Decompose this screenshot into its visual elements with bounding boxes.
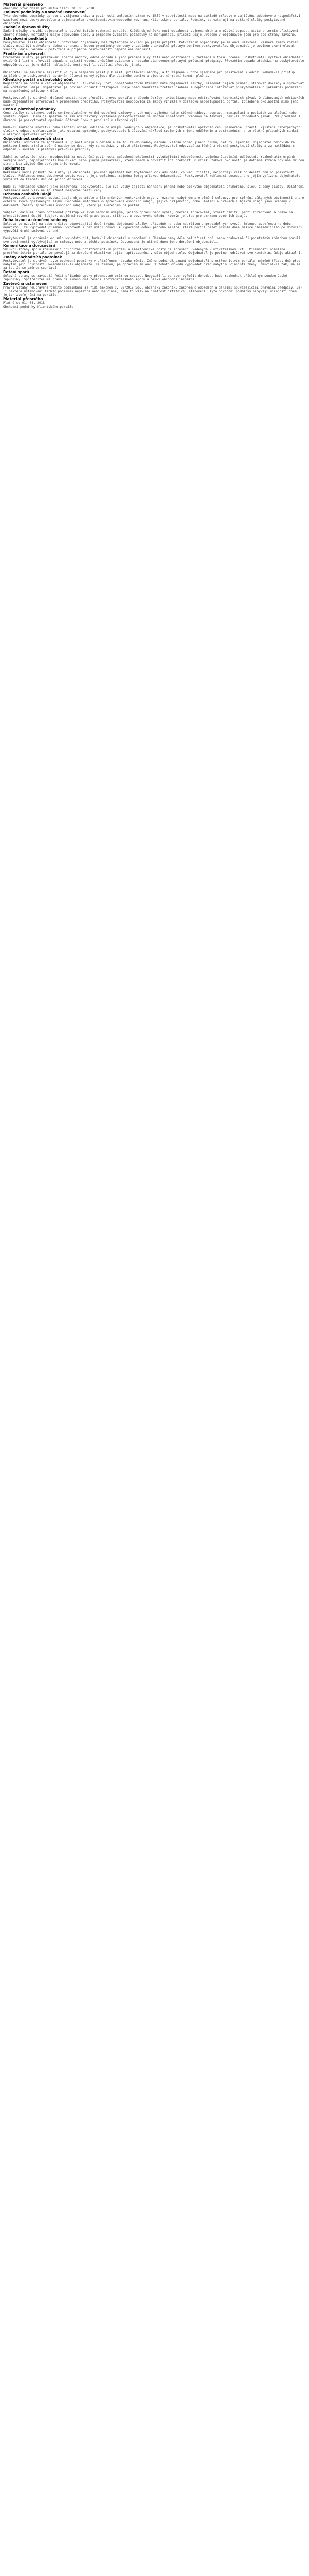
paragraph: Tyto obchodní podmínky upravují vzájemná práva a povinnosti smluvních stran vzniklé v souvislosti nebo na základě smlouvy o zajištění odpadového hospodářství uzavřené mezi poskytovatelem a objednatelem prostřednictvím webového rozhraní klientského portálu. Podmínky se vztahují na veškeré služby poskytované objednateli. [3,14,302,26]
section-heading: Řešení sporů [3,270,29,275]
section-heading: Zmluvní podmínky a Konečné ustanovení [3,10,86,15]
paragraph: Smluvní strany se zavazují řešit případné spory přednostně smírnou cestou. Nepodaří-li se spor vyřešit dohodou, bude rozhodnut příslušným soudem České republiky. Spotřebitel má právo na mimosoudní řešení spotřebitelského sporu u České obchodní inspekce. [3,274,289,282]
section-heading: Komunikace a doručování [3,244,55,248]
paragraph: Subjekt údajů má právo požadovat přístup ke svým osobním údajům, jejich opravu nebo výmaz, omezení zpracování, vznést námitku proti zpracování a právo na přenositelnost údajů. Subjekt údajů má rovněž právo podat stížnost u dozorového úřadu, kterým je Úřad pro ochranu osobních údajů. [3,210,295,218]
section-heading: Závěrečná ustanovení [3,281,48,286]
paragraph: Poskytovatel zpracovává osobní údaje objednatele a jím určených kontaktních osob v rozsahu nezbytném pro plnění smlouvy, pro splnění zákonných povinností a pro ochranu svých oprávněných zájmů. Podrobné informace o zpracování osobních údajů, jejich příjemcích, době uložení a právech subjektů údajů jsou uvedeny v dokumentu Zásady zpracování osobních údajů, který je zveřejněn na portálu. [3,196,306,207]
section-heading: Zadání a úprava služby [3,25,50,30]
paragraph: Objednatel se zavazuje zajistit volný a bezpečný přístup k místu přistavení nádoby, a to zejména v době sjednané pro přistavení i odvoz. Nebude-li přístup zajištěn, je poskytovatel oprávněn účtovat marný výjezd dle platného ceníku a sjednat náhradní termín plnění. [3,70,297,78]
paragraph: Reklamaci vadně poskytnuté služby je objednatel povinen uplatnit bez zbytečného odkladu poté, co vadu zjistil, nejpozději však do deseti dnů od poskytnutí služby. Reklamace musí obsahovat popis vady a její doložení, zejména fotografickou dokumentací. Poskytovatel reklamaci posoudí a o jejím vyřízení objednatele vyrozumí do třiceti dnů od jejího doručení. [3,170,302,181]
paragraph: Objednatel odpovídá za správnost a úplnost údajů o odpadu a za to, že do nádoby nebude ukládán odpad jiného druhu, než byl sjednán. Objednatel odpovídá za poškození nebo ztrátu sběrné nádoby po dobu, kdy se nachází v místě přistavení. Poskytovatel odpovídá za řádné a včasné poskytnutí služby a za nakládání s odpadem v souladu s platnými právními předpisy. [3,141,297,152]
paragraph: Poskytovatel zašle objednateli potvrzení objednávky bez zbytečného odkladu po jejím přijetí. Potvrzením objednávky je smlouva uzavřena. Veškeré změny rozsahu služby musí být schváleny oběma stranami a budou promítnuty do ceny v souladu s aktuálně platným ceníkem poskytovatele. Objednatel je povinen zkontrolovat všechny údaje uvedené v potvrzení a případné nesrovnalosti neprodleně nahlásit. [3,41,302,52]
section-heading: Odpovědnost smluvních stran [3,137,63,141]
section-heading: Ochrana osobních údajů [3,192,52,196]
paragraph: obecného vzor obsah pro aktualizaci 30. 03. 2018 [3,7,94,10]
section-heading: Klientský portál a uživatelský účet [3,77,73,82]
section-heading: Doba trvání a ukončení smlouvy [3,217,68,222]
paragraph: Cena služby se stanoví podle ceníku platného ke dni uzavření smlouvy a zahrnuje zejména nájem sběrné nádoby, dopravu, manipulaci a poplatek za uložení nebo využití odpadu. Cena je splatná na základě faktury vystavené poskytovatelem se lhůtou splatnosti uvedenou na faktuře, není-li dohodnuto jinak. Při prodlení s úhradou je poskytovatel oprávněn účtovat úrok z prodlení v zákonné výši. [3,111,302,123]
document [0,0,309,309]
paragraph: Bude-li reklamace uznána jako oprávněná, poskytovatel dle své volby zajistí náhradní plnění nebo poskytne objednateli přiměřenou slevu z ceny služby. Uplatnění reklamace nemá vliv na splatnost nesporné části ceny. [3,184,306,192]
section-heading: Změny obchodních podmínek [3,255,62,260]
paragraph: Právní vztahy neupravené těmito podmínkami se řídí zákonem č. 89/2012 Sb., občanský zákoník, zákonem o odpadech a dalšími souvisejícími právními předpisy. Je-li některé ustanovení těchto podmínek neplatné nebo neúčinné, nemá to vliv na platnost ostatních ustanovení. Tyto obchodní podmínky nabývají účinnosti dnem jejich zveřejnění na portálu. [3,285,302,297]
paragraph: Poskytovatel je oprávněn tyto obchodní podmínky v přiměřeném rozsahu měnit. Změnu podmínek oznámí objednateli prostřednictvím portálu nejméně třicet dnů před nabytím její účinnosti. Nesouhlasí-li objednatel se změnou, je oprávněn smlouvu z tohoto důvodu vypovědět před nabytím účinnosti změny. Neučiní-li tak, má se za to, že se změnou souhlasí. [3,259,302,270]
paragraph: Registrací na portálu vzniká objednateli uživatelský účet, prostřednictvím kterého může objednávat služby, sledovat jejich průběh, stahovat doklady a spravovat své kontaktní údaje. Objednatel je povinen chránit přístupové údaje před zneužitím třetími osobami a neprodleně informovat poskytovatele o jakémkoli podezření na neoprávněný přístup k účtu. [3,81,306,93]
paragraph: Zadání služby provádí objednatel prostřednictvím rozhraní portálu. Každá objednávka musí obsahovat zejména druh a množství odpadu, místo a termín přistavení sběrné nádoby, kontaktní údaje odpovědné osoby a případné zvláštní požadavky na manipulaci, přičemž údaje uvedené v objednávce jsou pro obě strany závazné. [3,29,301,37]
section-heading: Materiál přesného [3,296,43,301]
section-heading: Předávání a převzetí [3,52,45,56]
paragraph: Poskytovatel je oprávněn dočasně omezit nebo přerušit provoz portálu z důvodu údržby, aktualizace nebo odstraňování technických závad. O plánovaných odstávkách bude objednatele informovat v přiměřeném předstihu. Poskytovatel neodpovídá za škody vzniklé v důsledku nedostupnosti portálu způsobené okolnostmi mimo jeho kontrolu. [3,96,306,107]
section-heading: Cena a platební podmínky [3,107,56,111]
paragraph: Poskytovatel je oprávněn od smlouvy odstoupit, bude-li objednatel v prodlení s úhradou ceny déle než třicet dnů, nebo opakovaně či podstatným způsobem poruší své povinnosti vyplývající ze smlouvy nebo z těchto podmínek. Odstoupení je účinné dnem jeho doručení objednateli. [3,236,302,244]
paragraph: Smluvní strany spolu komunikují prioritně prostřednictvím portálu a elektronické pošty na adresách uvedených v uživatelském účtu. Písemnosti odeslané prostřednictvím portálu se považují za doručené okamžikem jejich zpřístupnění v účtu objednatele. Objednatel je povinen udržovat své kontaktní údaje aktuální. [3,248,302,256]
section-heading: Reklamace [3,166,25,171]
paragraph: Bude-li skutečné množství nebo složení odpadu odlišné od údajů uvedených v objednávce, je poskytovatel oprávněn cenu přiměřeně upravit. Zjištění nebezpečných složek v odpadu deklarovaném jako ostatní opravňuje poskytovatele k účtování nákladů spojených s jeho oddělením a odstraněním, a to včetně případných sankcí uložených správními orgány. [3,126,302,137]
section-heading: Materiál přesného [3,2,43,7]
paragraph: Žádná ze smluvních stran neodpovídá za nesplnění povinností způsobené okolnostmi vylučujícími odpovědnost, zejména živelními událostmi, rozhodnutím orgánů veřejné moci, neprůjezdností komunikací nebo jinými překážkami, které nemohla odvrátit ani překonat. O vzniku takové okolnosti je dotčená strana povinna druhou stranu bez zbytečného odkladu informovat. [3,155,306,166]
paragraph: Obchodní podmínky Klientského portálu [3,304,73,309]
section-heading: Schvalování podkladů [3,37,47,41]
paragraph: Platné od 01. 04. 2018 [3,301,45,305]
paragraph: Smlouva se uzavírá na dobu určitou odpovídající době trvání objednané služby, případně na dobu neurčitou u pravidelných svozů. Smlouvu uzavřenou na dobu neurčitou lze vypovědět písemnou výpovědí i bez udání důvodu s výpovědní dobou jednoho měsíce, která počíná běžet prvním dnem měsíce následujícího po doručení výpovědi druhé smluvní straně. [3,222,304,233]
paragraph: Předmětem služby je přistavení sběrné nádoby, odvoz odpadu a jeho předání k využití nebo odstranění v zařízení k tomu určeném. Poskytovatel vystaví objednateli evidenční list o převzetí odpadu a zajistí vedení průběžné evidence v rozsahu stanoveném platnými právními předpisy. Převzetím odpadu přechází na poskytovatele odpovědnost za jeho další nakládání, nestanoví-li zvláštní předpis jinak. [3,56,306,67]
